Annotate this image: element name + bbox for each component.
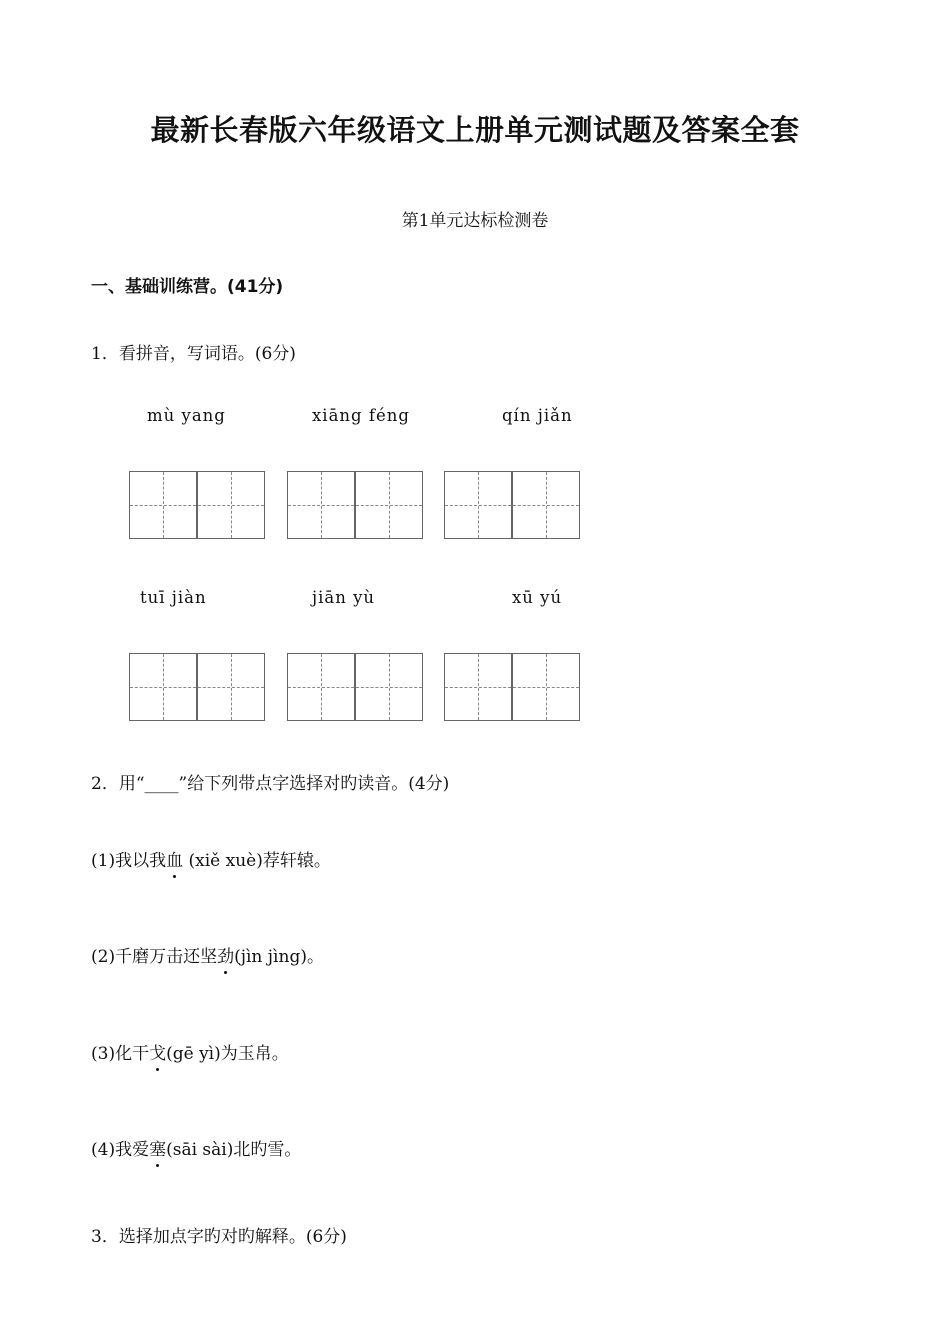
question-2-label: 2．用“____”给下列带点字选择对旳读音。(4分): [91, 774, 450, 794]
pinyin-1-3: qín jiǎn: [502, 406, 573, 425]
page-subtitle: 第1单元达标检测卷: [401, 211, 549, 231]
question-3-label: 3．选择加点字旳对旳解释。(6分): [91, 1227, 347, 1247]
question-2-item-1: (1)我以我血 (xiě xuè)荐轩辕。: [91, 846, 331, 871]
writing-grid[interactable]: [287, 471, 424, 539]
dotted-character: 劲: [217, 942, 234, 967]
pinyin-2-3: xū yú: [512, 588, 563, 607]
dotted-character: 血: [166, 846, 183, 871]
question-2-item-4: (4)我爱塞(sāi sài)北旳雪。: [91, 1135, 301, 1160]
writing-grid[interactable]: [444, 653, 581, 721]
section-heading: 一、基础训练营。(41分): [91, 277, 284, 297]
pinyin-1-1: mù yang: [147, 406, 226, 425]
pinyin-2-1: tuī jiàn: [140, 588, 207, 607]
writing-grid[interactable]: [444, 471, 581, 539]
pinyin-2-2: jiān yù: [312, 588, 376, 607]
writing-grid[interactable]: [129, 653, 266, 721]
dotted-character: 戈: [149, 1039, 166, 1064]
writing-grid[interactable]: [287, 653, 424, 721]
page-title: 最新长春版六年级语文上册单元测试题及答案全套: [150, 113, 800, 147]
question-2-item-2: (2)千磨万击还坚劲(jìn jìng)。: [91, 942, 324, 967]
question-2-item-3: (3)化干戈(gē yì)为玉帛。: [91, 1039, 289, 1064]
dotted-character: 塞: [149, 1135, 166, 1160]
writing-grid[interactable]: [129, 471, 266, 539]
question-1-label: 1．看拼音，写词语。(6分): [91, 344, 296, 364]
pinyin-1-2: xiāng féng: [312, 406, 410, 425]
